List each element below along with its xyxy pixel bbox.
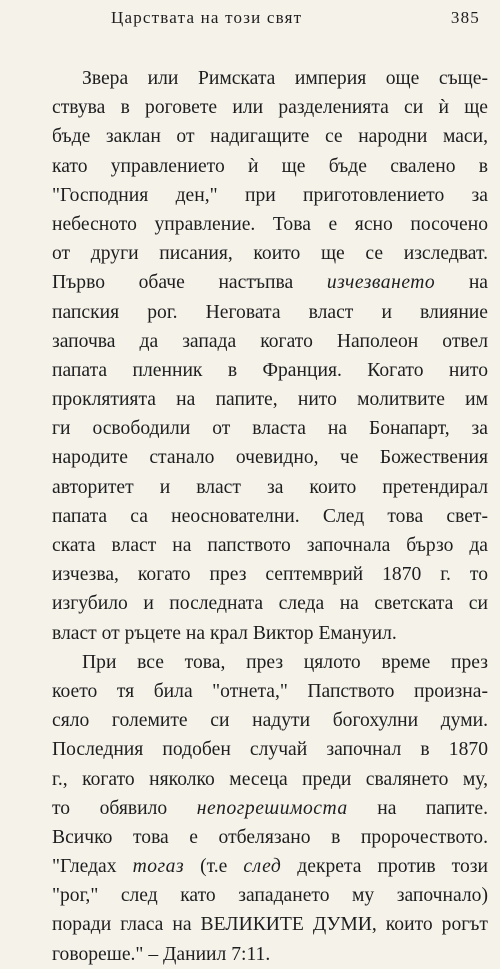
text-line xyxy=(52,152,488,181)
text-line xyxy=(52,414,488,443)
page-number: 385 xyxy=(450,8,480,27)
text-run: папата са неоснователни. След това свет- xyxy=(52,505,488,527)
paragraph xyxy=(52,648,488,969)
text-line xyxy=(52,619,488,648)
text-run: "Гледах xyxy=(52,856,133,878)
text-line xyxy=(52,823,488,852)
text-run: бъде заклан от надигащите се народни маси, xyxy=(52,126,488,148)
text-line xyxy=(52,181,488,210)
text-line xyxy=(52,706,488,735)
emphasized-word: изчезването xyxy=(326,272,436,294)
text-run: небесното управление. Това е ясно посочено xyxy=(52,213,488,235)
text-run: ската власт на папството започнала бързо да xyxy=(52,535,488,556)
text-line xyxy=(52,473,488,502)
text-run: на папите. xyxy=(347,797,488,819)
text-run: изгубило и последната следа на светската си xyxy=(52,593,488,615)
text-run: власт от ръцете на крал Виктор Емануил. xyxy=(52,622,397,644)
text-line xyxy=(52,356,488,385)
text-run: При все това, през цялото време през xyxy=(82,651,488,673)
text-line xyxy=(52,502,488,531)
text-run: ствува в роговете или разделенията си ѝ ще xyxy=(52,97,488,119)
text-run: от други писания, които ще се изследват. xyxy=(52,243,488,265)
text-run: ги освободили от власта на Бонапарт, за xyxy=(52,418,488,440)
running-header xyxy=(56,8,480,34)
text-line xyxy=(52,881,488,910)
text-run: папата пленник в Франция. Когато нито xyxy=(52,359,488,381)
text-run: "Господния ден," при приготовлението за xyxy=(52,184,488,206)
text-line xyxy=(52,210,488,239)
text-line xyxy=(52,268,488,297)
text-line xyxy=(52,239,488,268)
text-line xyxy=(52,677,488,706)
text-line xyxy=(52,910,488,939)
text-line xyxy=(52,765,488,794)
text-run: то обявило xyxy=(52,797,197,819)
text-line xyxy=(52,648,488,677)
text-line xyxy=(52,735,488,764)
text-run: Последния подобен случай започнал в 1870 xyxy=(52,739,488,761)
text-line xyxy=(52,589,488,618)
paragraph xyxy=(52,64,488,648)
text-line xyxy=(52,64,488,93)
text-run: Първо обаче настъпва xyxy=(52,272,327,294)
text-line xyxy=(52,298,488,327)
body-text xyxy=(52,64,488,969)
text-run: говореше." – Даниил 7:11. xyxy=(52,943,271,965)
text-run: народите станало очевидно, че Божествения xyxy=(52,447,488,469)
text-run: папския рог. Неговата власт и влияние xyxy=(52,301,488,323)
text-line xyxy=(52,122,488,151)
text-line xyxy=(52,327,488,356)
text-run: което тя била "отнета," Папството произна- xyxy=(52,680,488,702)
text-run: като управлението ѝ ще бъде свалено в xyxy=(52,155,488,177)
text-line xyxy=(52,93,488,122)
text-run: поради гласа на ВЕЛИКИТЕ ДУМИ, които рогът xyxy=(52,914,488,936)
text-run: проклятията на папите, нито молитвите им xyxy=(52,389,488,411)
text-run: авторитет и власт за които претендирал xyxy=(52,476,488,498)
text-run: Звера или Римската империя още съще- xyxy=(82,68,488,89)
text-run: (т.е xyxy=(184,856,244,878)
text-line xyxy=(52,794,488,823)
text-run: на xyxy=(435,272,488,294)
text-line xyxy=(52,940,488,969)
text-run: г., когато няколко месеца преди свалянето му, xyxy=(52,768,488,790)
text-run: започва да запада когато Наполеон отвел xyxy=(52,330,488,352)
text-run: изчезва, когато през септемврий 1870 г. то xyxy=(52,564,488,586)
text-run: "рог," след като западането му започнало) xyxy=(52,885,488,907)
text-line xyxy=(52,385,488,414)
text-run: сяло големите си надути богохулни думи. xyxy=(52,710,488,732)
emphasized-word: непогрешимоста xyxy=(196,797,348,819)
text-line xyxy=(52,852,488,881)
text-line xyxy=(52,560,488,589)
emphasized-word: тогаз xyxy=(132,856,185,878)
emphasized-word: след xyxy=(243,856,282,878)
text-run: Всичко това е отбелязано в пророчеството. xyxy=(52,826,488,848)
chapter-title: Царствата на този свят xyxy=(111,8,303,27)
text-line xyxy=(52,531,488,560)
text-run: декрета против този xyxy=(281,856,488,878)
text-line xyxy=(52,443,488,472)
